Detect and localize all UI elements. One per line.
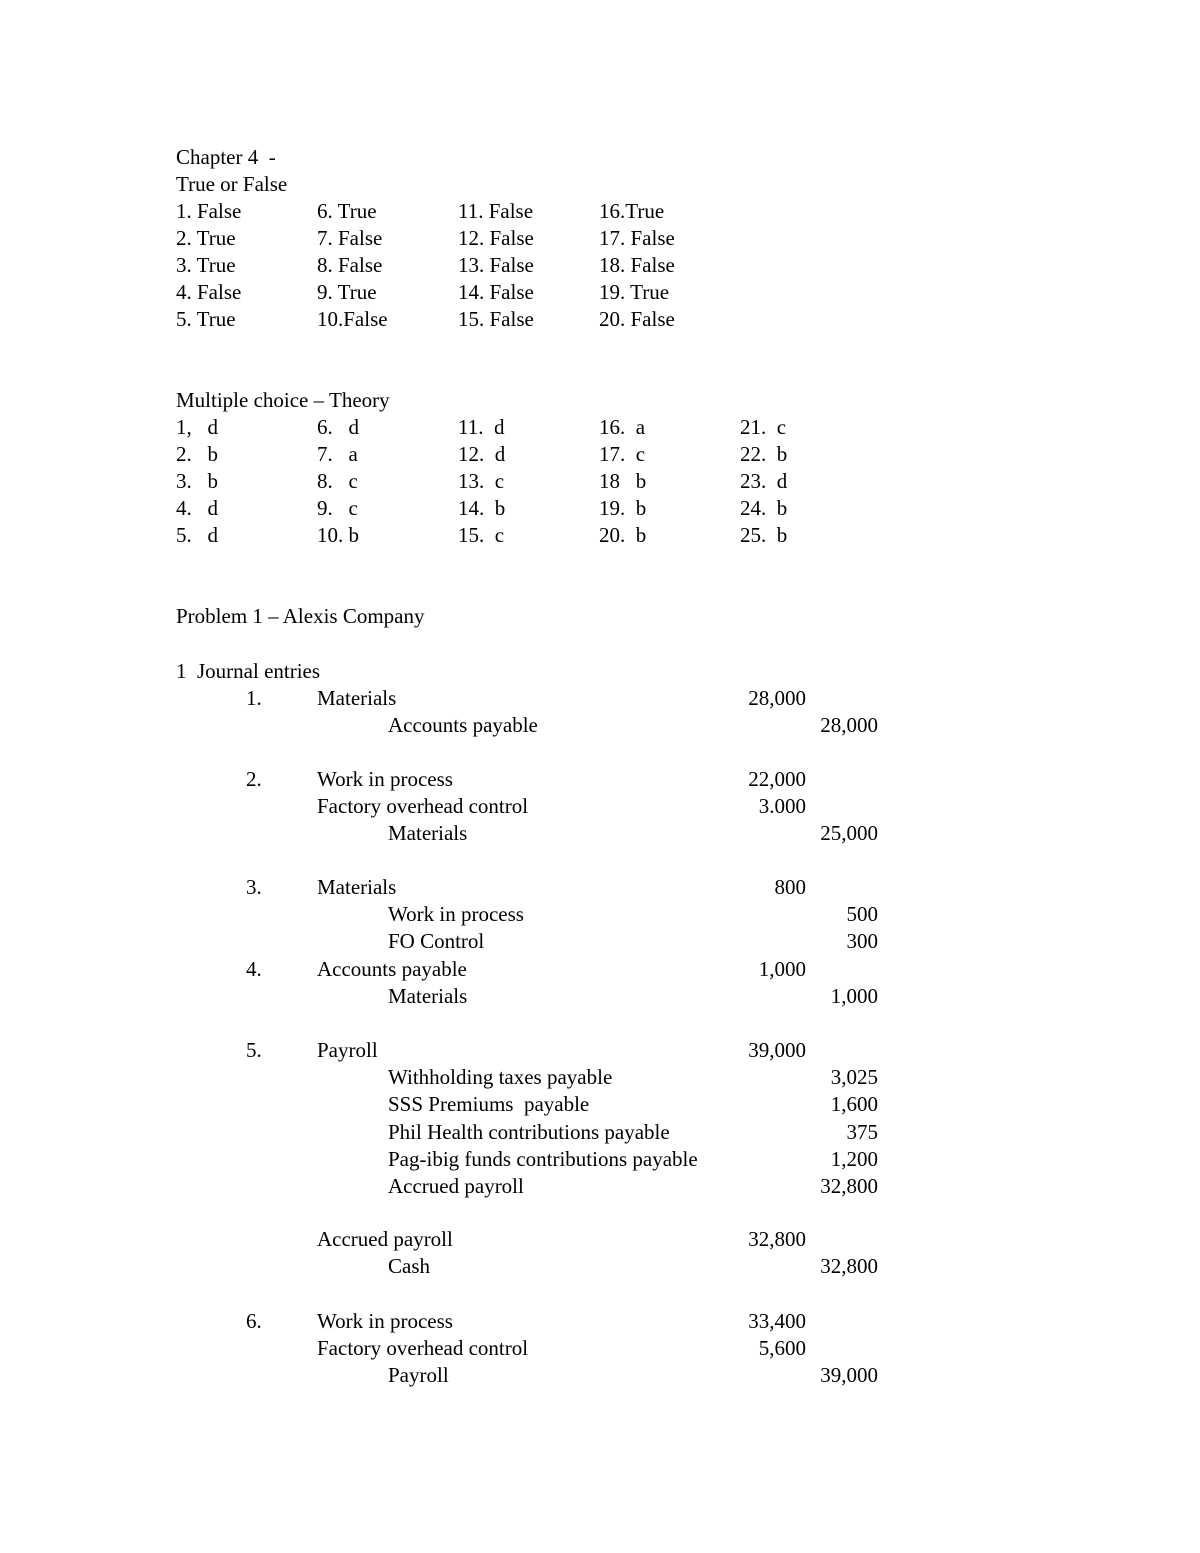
multiple-choice-answer: 14. b bbox=[458, 496, 506, 520]
credit-amount: 3,025 bbox=[830, 1065, 878, 1090]
true-false-answer: 18. False bbox=[599, 253, 675, 277]
multiple-choice-answer: 19. b bbox=[599, 496, 647, 520]
account-name: Materials bbox=[317, 875, 397, 899]
multiple-choice-answer: 24. b bbox=[740, 496, 788, 520]
multiple-choice-answer: 17. c bbox=[599, 442, 646, 466]
account-name: Factory overhead control bbox=[317, 794, 529, 819]
true-false-answer: 9. True bbox=[317, 280, 377, 304]
debit-amount: 22,000 bbox=[748, 767, 806, 791]
true-false-answer: 12. False bbox=[458, 226, 534, 250]
multiple-choice-answer: 2. b bbox=[176, 442, 218, 466]
multiple-choice-answer: 5. d bbox=[176, 523, 218, 547]
multiple-choice-answer: 1, d bbox=[176, 415, 218, 439]
account-name: Factory overhead control bbox=[317, 1336, 529, 1361]
credit-amount: 1,200 bbox=[830, 1146, 878, 1171]
true-false-answer: 2. True bbox=[176, 226, 236, 250]
multiple-choice-answer: 25. b bbox=[740, 523, 788, 547]
true-false-answer: 7. False bbox=[317, 226, 383, 250]
true-false-answer: 11. False bbox=[458, 199, 534, 223]
account-name: Work in process bbox=[317, 767, 453, 791]
account-name: Accounts payable bbox=[388, 713, 538, 738]
entry-number: 2. bbox=[246, 767, 262, 791]
multiple-choice-answer: 8. c bbox=[317, 469, 358, 493]
true-false-answer: 15. False bbox=[458, 307, 534, 331]
account-name: Accrued payroll bbox=[317, 1227, 453, 1251]
debit-amount: 5,600 bbox=[758, 1336, 806, 1361]
multiple-choice-answer: 9. c bbox=[317, 496, 358, 520]
multiple-choice-heading: Multiple choice – Theory bbox=[176, 388, 390, 412]
multiple-choice-answer: 16. a bbox=[599, 415, 646, 439]
true-false-answer: 4. False bbox=[176, 280, 242, 304]
debit-amount: 28,000 bbox=[748, 686, 806, 710]
true-false-answer: 14. False bbox=[458, 280, 534, 304]
credit-amount: 500 bbox=[846, 902, 878, 927]
debit-amount: 33,400 bbox=[748, 1309, 806, 1333]
true-false-answer: 20. False bbox=[599, 307, 675, 331]
multiple-choice-answer: 10. b bbox=[317, 523, 359, 547]
true-false-answer: 16.True bbox=[599, 199, 665, 223]
entry-number: 6. bbox=[246, 1309, 262, 1333]
account-name: Work in process bbox=[317, 1309, 453, 1333]
debit-amount: 39,000 bbox=[748, 1038, 806, 1062]
credit-amount: 25,000 bbox=[820, 821, 878, 846]
multiple-choice-answer: 12. d bbox=[458, 442, 506, 466]
credit-amount: 375 bbox=[846, 1119, 878, 1144]
multiple-choice-answer: 4. d bbox=[176, 496, 218, 520]
multiple-choice-answer: 6. d bbox=[317, 415, 359, 439]
entry-number: 5. bbox=[246, 1038, 262, 1062]
true-false-answer: 5. True bbox=[176, 307, 236, 331]
multiple-choice-answer: 15. c bbox=[458, 523, 505, 547]
multiple-choice-answer: 23. d bbox=[740, 469, 788, 493]
multiple-choice-answer: 20. b bbox=[599, 523, 647, 547]
problem-heading: Problem 1 – Alexis Company bbox=[176, 604, 425, 628]
account-name: Accrued payroll bbox=[388, 1174, 524, 1198]
multiple-choice-answer: 3. b bbox=[176, 469, 218, 493]
chapter-title: Chapter 4 - bbox=[176, 145, 276, 169]
credit-amount: 300 bbox=[846, 929, 878, 954]
account-name: Cash bbox=[388, 1254, 430, 1279]
true-false-answer: 17. False bbox=[599, 226, 675, 250]
true-false-answer: 1. False bbox=[176, 199, 242, 223]
true-false-answer: 8. False bbox=[317, 253, 383, 277]
account-name: Materials bbox=[388, 821, 468, 846]
debit-amount: 3.000 bbox=[758, 794, 806, 819]
credit-amount: 28,000 bbox=[820, 713, 878, 738]
account-name: Payroll bbox=[388, 1363, 449, 1388]
true-false-answer: 19. True bbox=[599, 280, 670, 304]
account-name: Materials bbox=[317, 686, 397, 710]
account-name: Withholding taxes payable bbox=[388, 1065, 613, 1090]
true-false-answer: 10.False bbox=[317, 307, 388, 331]
account-name: Work in process bbox=[388, 902, 524, 927]
entry-number: 1. bbox=[246, 686, 262, 710]
account-name: Materials bbox=[388, 984, 468, 1009]
account-name: Accounts payable bbox=[317, 957, 467, 981]
debit-amount: 32,800 bbox=[748, 1227, 806, 1251]
journal-entries-heading: 1 Journal entries bbox=[176, 659, 321, 683]
account-name: Phil Health contributions payable bbox=[388, 1119, 670, 1144]
multiple-choice-answer: 22. b bbox=[740, 442, 788, 466]
multiple-choice-answer: 21. c bbox=[740, 415, 787, 439]
true-false-heading: True or False bbox=[176, 172, 288, 196]
multiple-choice-answer: 11. d bbox=[458, 415, 505, 439]
multiple-choice-answer: 18 b bbox=[599, 469, 647, 493]
credit-amount: 32,800 bbox=[820, 1174, 878, 1198]
true-false-answer: 13. False bbox=[458, 253, 534, 277]
entry-number: 3. bbox=[246, 875, 262, 899]
credit-amount: 39,000 bbox=[820, 1363, 878, 1388]
credit-amount: 32,800 bbox=[820, 1254, 878, 1279]
credit-amount: 1,000 bbox=[830, 984, 878, 1009]
account-name: Pag-ibig funds contributions payable bbox=[388, 1146, 698, 1171]
account-name: FO Control bbox=[388, 929, 485, 954]
true-false-answer: 6. True bbox=[317, 199, 377, 223]
debit-amount: 1,000 bbox=[758, 957, 806, 981]
account-name: Payroll bbox=[317, 1038, 378, 1062]
multiple-choice-answer: 13. c bbox=[458, 469, 505, 493]
entry-number: 4. bbox=[246, 957, 262, 981]
account-name: SSS Premiums payable bbox=[388, 1092, 590, 1117]
debit-amount: 800 bbox=[774, 875, 806, 899]
true-false-answer: 3. True bbox=[176, 253, 236, 277]
credit-amount: 1,600 bbox=[830, 1092, 878, 1117]
multiple-choice-answer: 7. a bbox=[317, 442, 358, 466]
